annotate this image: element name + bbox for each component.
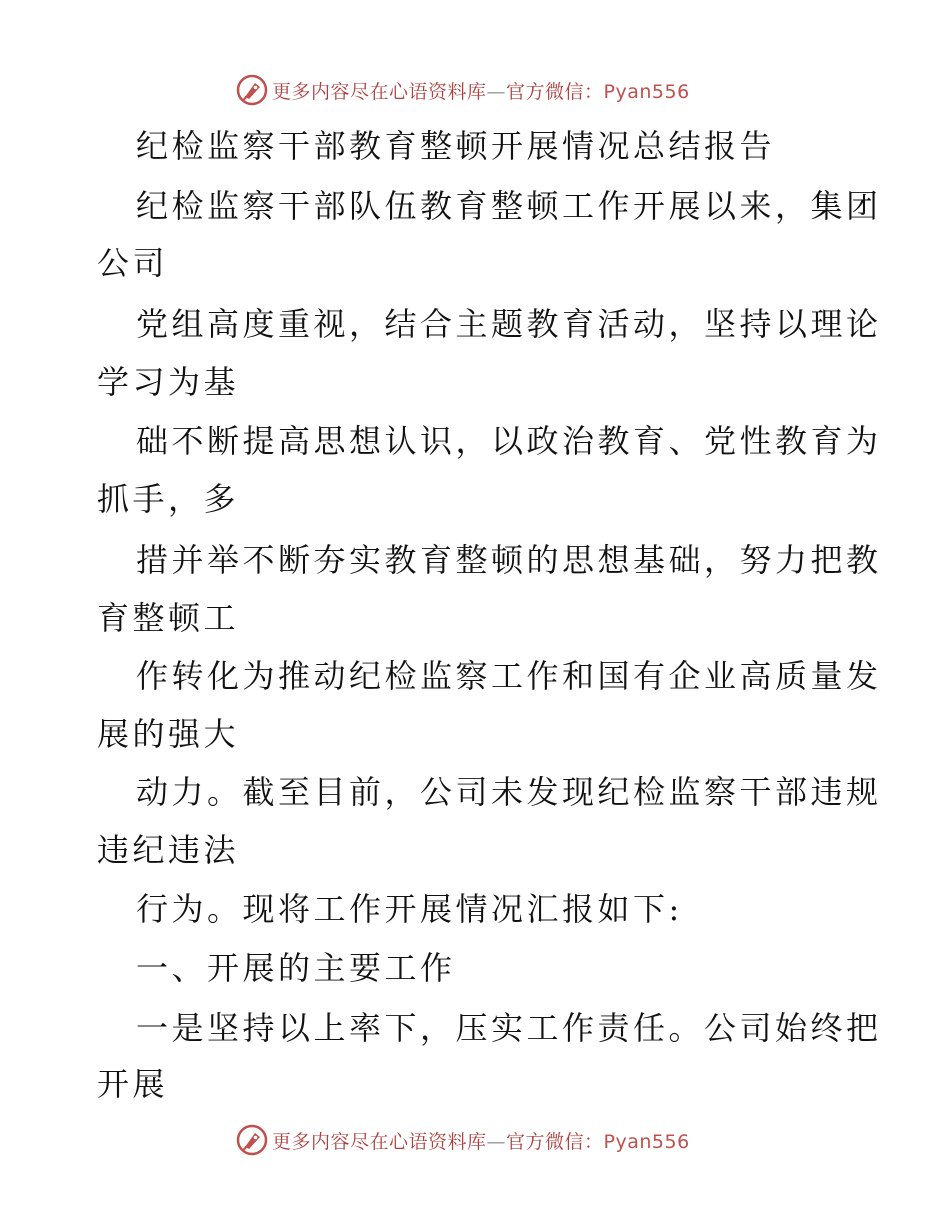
paragraph-line: 学习为基 bbox=[97, 363, 240, 401]
paragraph-line: 党组高度重视，结合主题教育活动，坚持以理论 bbox=[136, 305, 882, 343]
document-title: 纪检监察干部教育整顿开展情况总结报告 bbox=[136, 127, 776, 165]
paragraph-line: 抓手，多 bbox=[97, 480, 240, 518]
paragraph-line: 公司 bbox=[97, 244, 169, 282]
paragraph-line: 一是坚持以上率下，压实工作责任。公司始终把 bbox=[136, 1009, 882, 1047]
paragraph-line: 育整顿工 bbox=[97, 599, 240, 637]
paragraph-line: 违纪违法 bbox=[97, 831, 240, 869]
paragraph-line: 措并举不断夯实教育整顿的思想基础，努力把教 bbox=[136, 541, 882, 579]
paragraph-line: 开展 bbox=[97, 1065, 169, 1103]
paragraph-line: 作转化为推动纪检监察工作和国有企业高质量发 bbox=[136, 657, 882, 695]
paragraph-line: 础不断提高思想认识，以政治教育、党性教育为 bbox=[136, 422, 882, 460]
watermark-text: 更多内容尽在心语资料库—官方微信：Pyan556 bbox=[272, 80, 690, 103]
pen-nib-logo-icon bbox=[236, 1124, 268, 1156]
paragraph-line: 行为。现将工作开展情况汇报如下: bbox=[136, 890, 683, 928]
footer-watermark bbox=[236, 1123, 690, 1157]
paragraph-line: 纪检监察干部队伍教育整顿工作开展以来，集团 bbox=[136, 187, 882, 225]
watermark-text: 更多内容尽在心语资料库—官方微信：Pyan556 bbox=[272, 1130, 690, 1153]
paragraph-line: 动力。截至目前，公司未发现纪检监察干部违规 bbox=[136, 773, 882, 811]
paragraph-line: 展的强大 bbox=[97, 715, 240, 753]
section-heading: 一、开展的主要工作 bbox=[136, 949, 456, 987]
